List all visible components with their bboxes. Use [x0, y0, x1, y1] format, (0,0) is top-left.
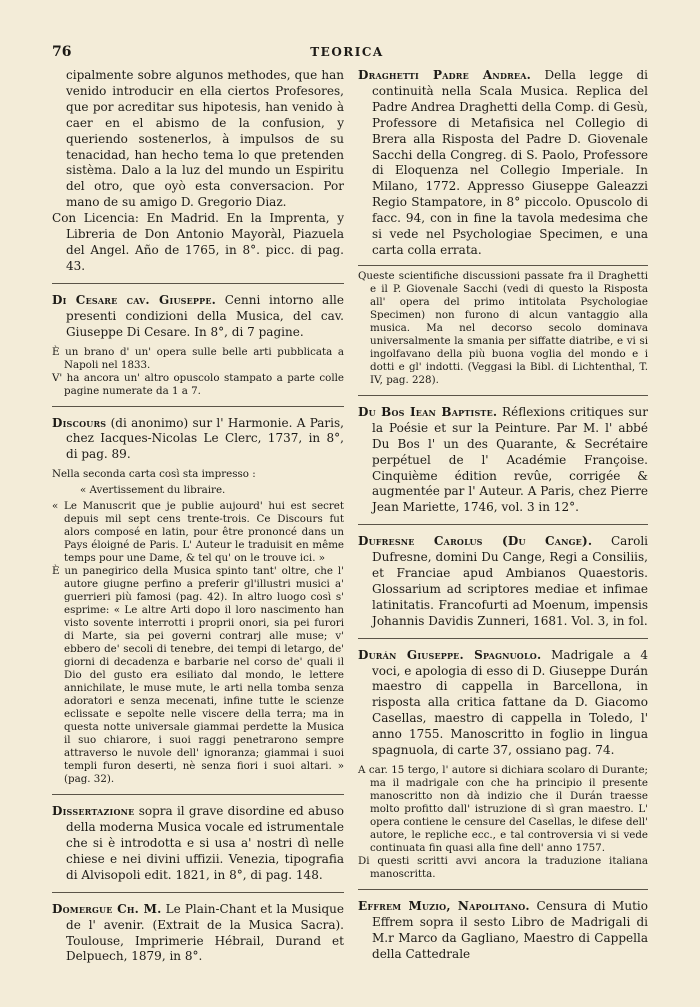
note: Di questi scritti avvi ancora la traduzione italiana manoscritta.: [358, 855, 648, 880]
page-number: 76: [52, 44, 72, 60]
entry-separator: [358, 265, 648, 266]
entry-author: Discours: [52, 415, 107, 430]
entry-domergue: [52, 902, 344, 966]
note: V' ha ancora un' altro opuscolo stampato a parte colle pagine numerate da 1 a 7.: [52, 371, 344, 397]
entry-text: Censura di Mutio Effrem sopra il sesto Libro de Madrigali di M.r Marco da Gagliano, Maestro di Cappella della Cattedrale: [372, 899, 649, 961]
entry-author: Dissertazione: [52, 804, 135, 819]
entry-author: Du Bos Iean Baptiste.: [358, 404, 498, 419]
note: « Le Manuscrit que je publie aujourd' hui est secret depuis mil sept cens trente-trois. Ce Discours fut alors composé en latin, pour être prononcé dans un Pays éloigné de Paris. L' Auteur le traduisit en même temps pour une Dame, & tel qu' on le trouve ici. »: [52, 500, 344, 565]
entry-separator: [52, 892, 344, 893]
note: È un brano d' un' opera sulle belle arti pubblicata a Napoli nel 1833.: [52, 345, 344, 371]
entry-di-cesare: [52, 293, 344, 341]
entry-text: Cenni intorno alle presenti condizioni della Musica, del cav. Giuseppe Di Cesare. In 8°, di 7 pagine.: [66, 292, 345, 339]
entry-duran: [358, 648, 648, 759]
note: A car. 15 tergo, l' autore si dichiara scolaro di Durante; ma il madrigale con che ha principio il presente manoscritto non dà indizio che il Durán traesse molto profitto dall' istruzione di sì gran maestro. L' opera contiene le censure del Casellas, le difese dell' autore, le repliche ecc., e tal controversia vi si vede continuata fin quasi alla fine dell' anno 1757.: [358, 764, 648, 854]
entry-separator: [358, 524, 648, 525]
right-column: [358, 68, 648, 963]
entry-dissertazione: [52, 804, 344, 884]
entry-separator: [358, 638, 648, 639]
entry-separator: [52, 406, 344, 407]
entry-text: (di anonimo) sur l' Harmonie. A Paris, chez Iacques-Nicolas Le Clerc, 1737, in 8°, di pag. 89.: [66, 415, 344, 462]
entry-dufresne: [358, 534, 648, 629]
entry-text: Caroli Dufresne, domini Du Cange, Regi a Consiliis, et Franciae apud Ambianos Quaestoris. Glossarium ad scriptores mediae et infimae latinitatis. Francofurti ad Moenum, impensis Johannis Davidis Zunneri, 1681. Vol. 3, in fol.: [372, 534, 649, 628]
note: È un panegirico della Musica spinto tant' oltre, che l' autore giugne perfino a preferir gl'illustri musici a' guerrieri più famosi (pag. 42). In altro luogo così s' esprime: « Le altre Arti dopo il loro nascimento han visto sovente interrotti i proprii onori, sia pei furori di Marte, sia pei governi contrarj alle muse; v' ebbero de' secoli di tenebre, dei tempi di letargo, de' giorni di decadenza e barbarie nel corso de' quali il Dio del gusto era esiliato dal mondo, le lettere annichilate, le muse mute, le arti nella tomba senza adoratori e senza mecenati, infine tutte le scienze eclissate e sepolte nelle viscere della terra; ma in questa notte universale giammai perdette la Musica il suo chiarore, i suoi raggi penetrarono sempre attraverso le nuvole dell' ignoranza; giammai i suoi templi furon deserti, nè senza fiori i suoi altari. » (pag. 32).: [52, 565, 344, 786]
entry-continuation: cipalmente sobre algunos methodes, que han venido introducir en ella ciertos Profesores, que por acreditar sus hipotesis, han venido à caer en el abismo de la confusion, y queriendo sostenerlos, à impulsos de su tenacidad, han hecho tema lo que pretenden sistèma. Dalo a la luz del mundo un Espiritu del otro, que oyò esta conversacion. Por mano de su amigo D. Gregorio Diaz.: [66, 68, 344, 210]
entry-separator: [358, 395, 648, 396]
entry-license: Con Licencia: En Madrid. En la Imprenta, y Libreria de Don Antonio Mayoràl, Piazuela del Angel. Año de 1765, in 8°. picc. di pag. 43.: [52, 211, 344, 273]
entry-draghetti: [358, 68, 648, 259]
entry-text: Le Plain-Chant et la Musique de l' avenir. (Extrait de la Musica Sacra). Toulouse, Imprimerie Hébrail, Durand et Delpuech, 1879, in 8°.: [66, 901, 344, 964]
entry-author: Effrem Muzio, Napolitano.: [358, 899, 530, 913]
left-column: [52, 68, 344, 965]
entry-text: Della legge di continuità nella Scala Musica. Replica del Padre Andrea Draghetti della Comp. di Gesù, Professore di Metafisica nel Collegio di Brera alla Risposta del Padre D. Giovenale Sacchi della Congreg. di S. Paolo, Professore di Eloquenza nel Collegio Imperiale. In Milano, 1772. Appresso Giuseppe Galeazzi Regio Stampatore, in 8° piccolo. Opuscolo di facc. 94, con in fine la tavola medesima che si vede nel Psychologiae Specimen, e una carta colla errata.: [372, 68, 648, 257]
entry-author: Draghetti Padre Andrea.: [358, 68, 532, 82]
entry-du-bos: [358, 405, 648, 516]
entry-author: Dufresne Carolus (Du Cange).: [358, 534, 593, 549]
entry-separator: [358, 889, 648, 890]
entry-author: Di Cesare cav. Giuseppe.: [52, 292, 217, 307]
entry-discours: [52, 416, 344, 464]
note: Queste scientifiche discussioni passate fra il Draghetti e il P. Giovenale Sacchi (vedi di questo la Risposta all' opera del primo intitolata Psychologiae Specimen) non furono di alcun vantaggio alla musica. Ma nel decorso secolo dominava universalmente la smania per siffatte diatribe, e vi si ingolfavano della più buona voglia del mondo e i dotti e gl' indotti. (Veggasi la Bibl. di Lichtenthal, T. IV, pag. 228).: [358, 269, 648, 386]
entry-author: Durán Giuseppe. Spagnuolo.: [358, 647, 542, 662]
entry-text: Réflexions critiques sur la Poésie et sur la Peinture. Par M. l' abbé Du Bos l' un des Quarante, & Secrétaire perpétuel de l' Académie Françoise. Cinquième édition revûe, corrigée & augmentée par l' Auteur. A Paris, chez Pierre Jean Mariette, 1746, vol. 3 in 12°.: [372, 404, 648, 515]
entry-author: Domergue Ch. M.: [52, 901, 162, 916]
entry-text: Madrigale a 4 voci, e apologia di esso di D. Giuseppe Durán maestro di cappella in Barcellona, in risposta alla critica fattane da D. Giacomo Casellas, maestro di cappella in Toledo, l' anno 1755. Manoscritto in foglio in lingua spagnuola, di carte 37, ossiano pag. 74.: [372, 647, 648, 758]
entry-effrem: [358, 899, 648, 963]
entry-separator: [52, 794, 344, 795]
page-header: [52, 44, 642, 64]
note: Nella seconda carta così sta impresso :: [52, 468, 256, 481]
entry-separator: [52, 283, 344, 284]
entry-text: sopra il grave disordine ed abuso della moderna Musica vocale ed istrumentale che si è introdotta e si usa a' nostri dì nelle chiese e nei divini uffizii. Venezia, tipografia di Alvisopoli edit. 1821, in 8°, di pag. 148.: [66, 804, 344, 882]
running-title: TEORICA: [310, 45, 384, 59]
note: « Avertissement du libraire.: [80, 484, 226, 497]
